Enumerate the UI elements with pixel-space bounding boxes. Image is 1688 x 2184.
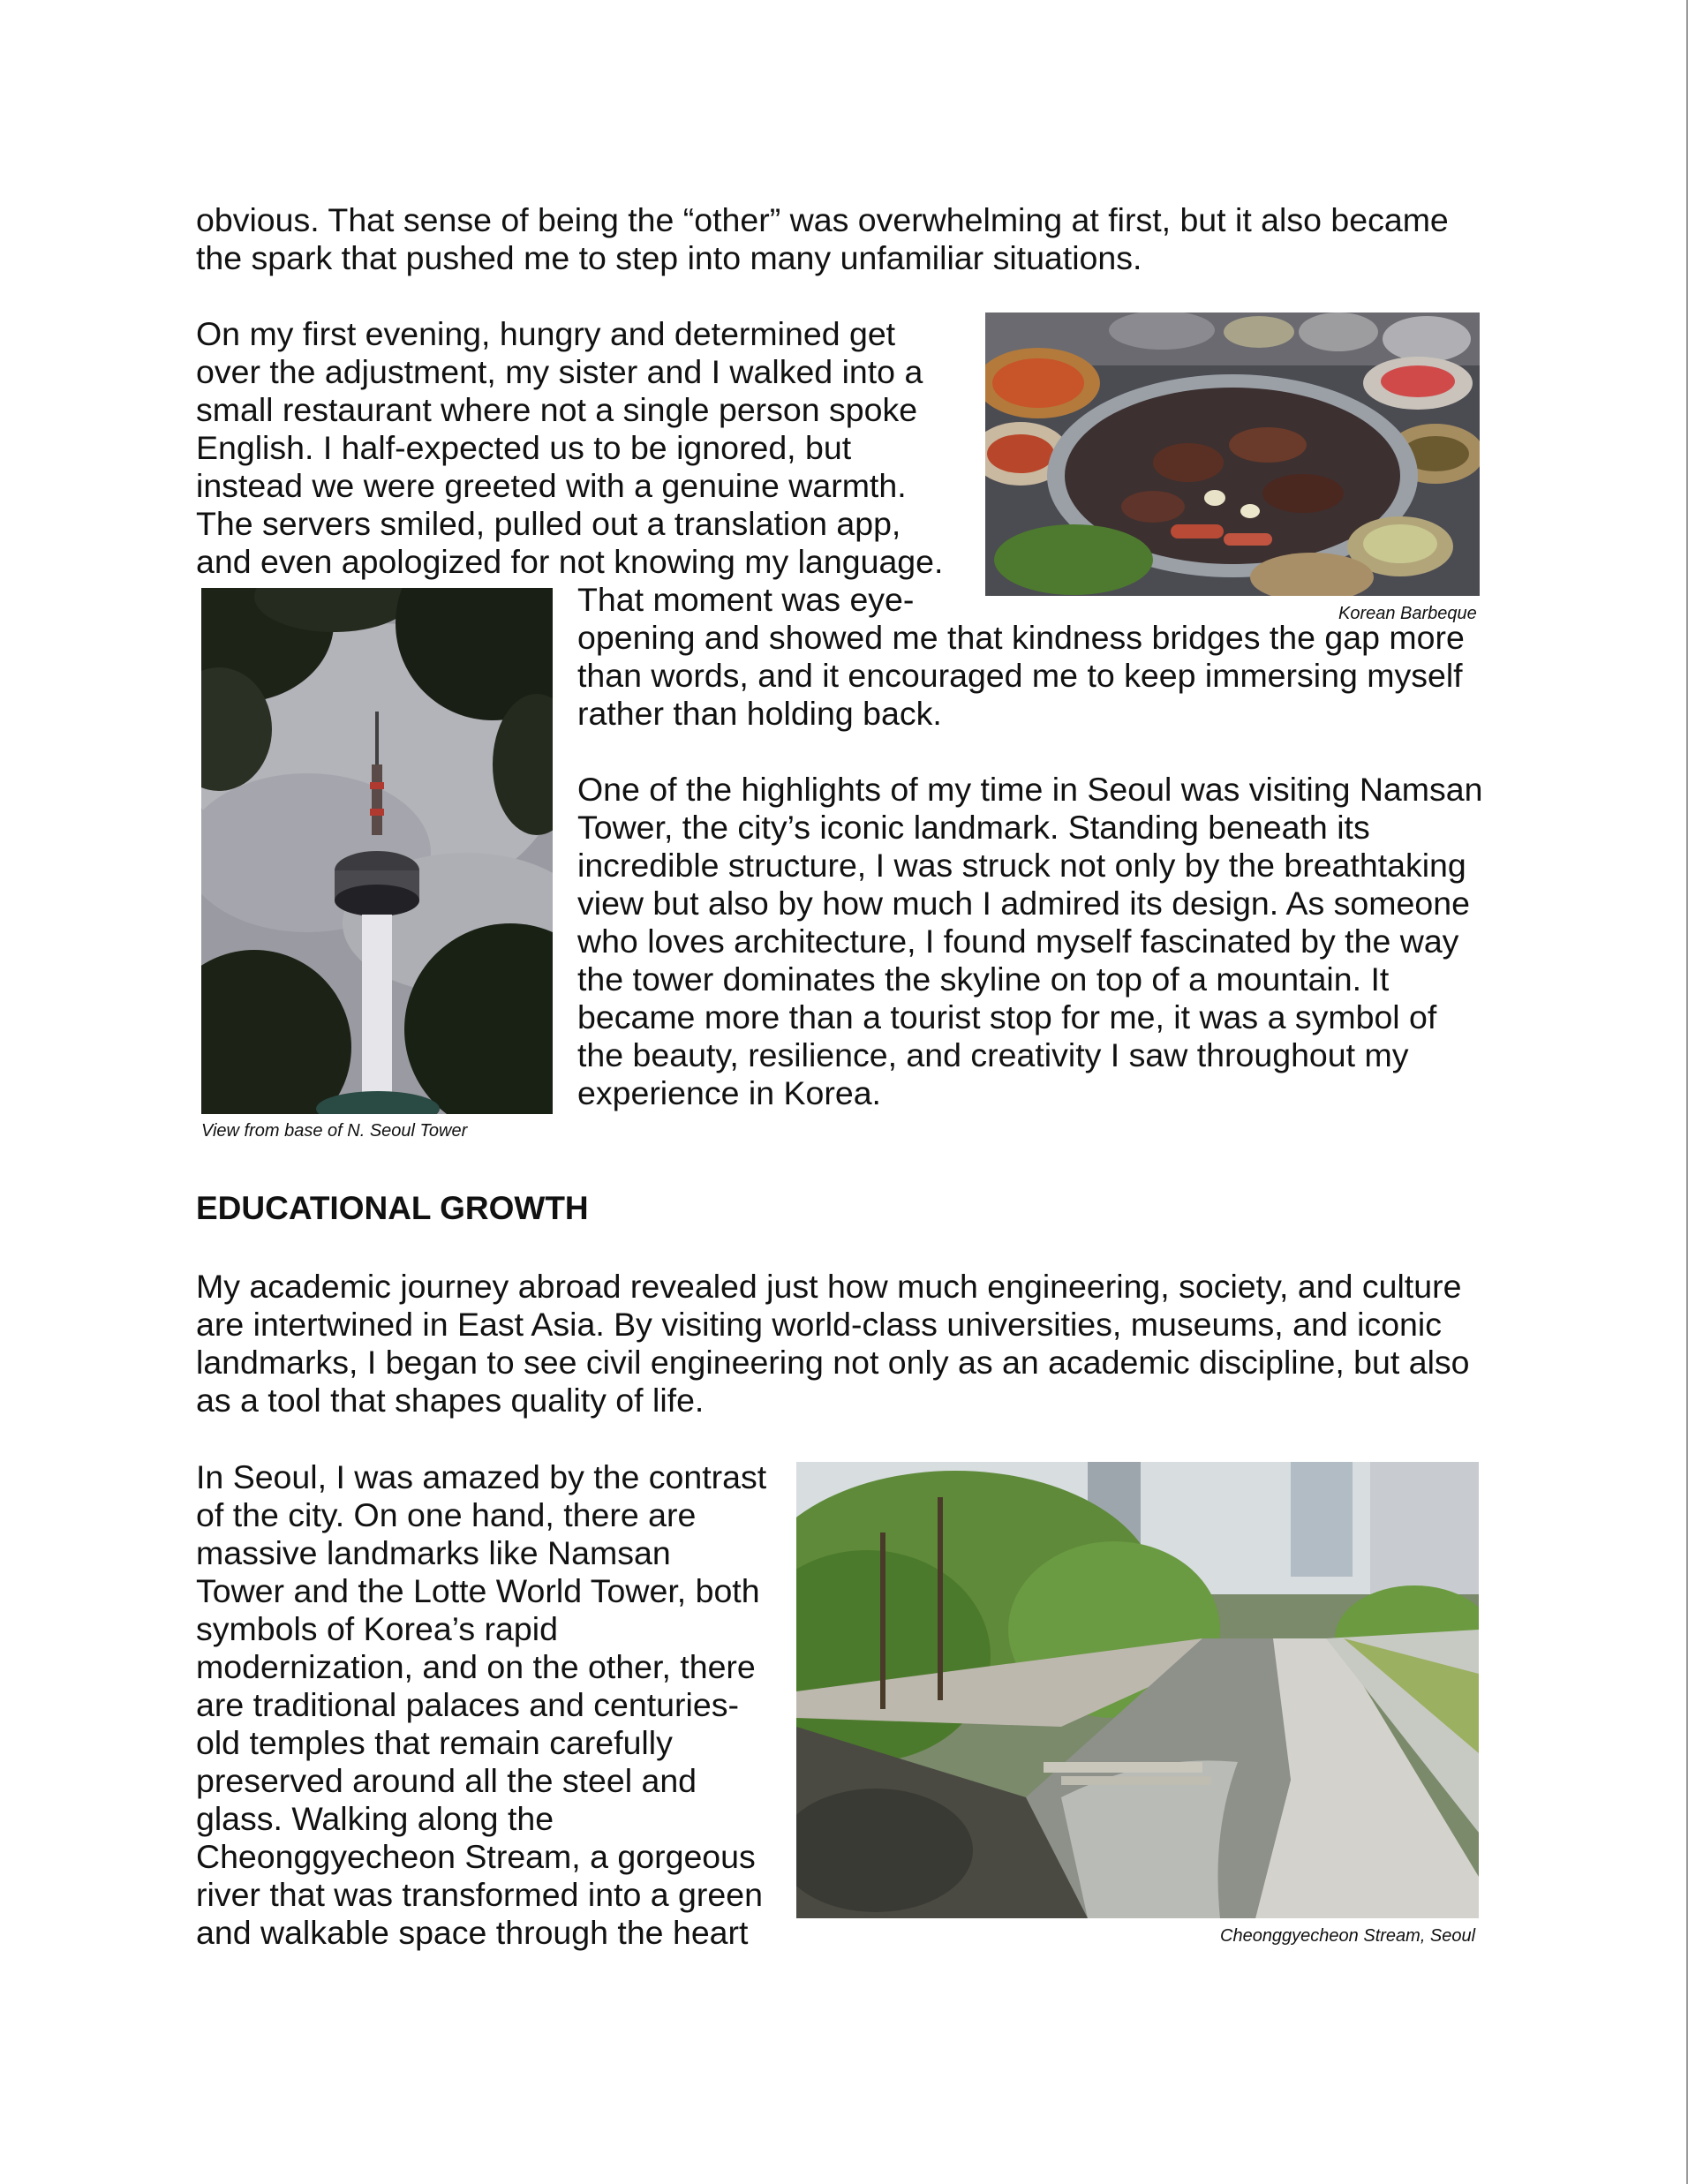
text-line: who loves architecture, I found myself fascinated by the way [577, 923, 1459, 960]
text-line: Tower, the city’s iconic landmark. Standing beneath its [577, 809, 1370, 846]
text-line: One of the highlights of my time in Seoul was visiting Namsan [577, 771, 1483, 808]
text-line: became more than a tourist stop for me, it was a symbol of [577, 998, 1437, 1036]
text-line: old temples that remain carefully [196, 1724, 673, 1761]
intro-line-1: obvious. That sense of being the “other” was overwhelming at first, but it also became [196, 201, 1449, 238]
text-line: and even apologized for not knowing my language. [196, 543, 944, 580]
korean-bbq-image [985, 313, 1480, 596]
text-line: English. I half-expected us to be ignored, but [196, 429, 852, 466]
cheonggyecheon-photo [796, 1462, 1479, 1918]
text-line: symbols of Korea’s rapid [196, 1610, 558, 1647]
text-line: river that was transformed into a green [196, 1876, 763, 1913]
text-line: opening and showed me that kindness bridges the gap more [577, 619, 1465, 656]
text-line: In Seoul, I was amazed by the contrast [196, 1458, 767, 1495]
caption-stream: Cheonggyecheon Stream, Seoul [1220, 1926, 1476, 1946]
text-line: and walkable space through the heart [196, 1914, 749, 1951]
section-heading: EDUCATIONAL GROWTH [196, 1190, 589, 1226]
text-line: view but also by how much I admired its design. As someone [577, 885, 1470, 922]
text-line: the beauty, resilience, and creativity I saw throughout my [577, 1036, 1409, 1073]
text-line: landmarks, I began to see civil engineering not only as an academic discipline, but also [196, 1344, 1470, 1381]
text-line: of the city. On one hand, there are [196, 1496, 697, 1533]
text-line: modernization, and on the other, there [196, 1648, 756, 1685]
text-line: glass. Walking along the [196, 1800, 554, 1837]
text-line: My academic journey abroad revealed just how much engineering, society, and culture [196, 1268, 1462, 1305]
text-line: are traditional palaces and centuries- [196, 1686, 739, 1723]
cheonggyecheon-image [796, 1462, 1479, 1918]
text-line: are intertwined in East Asia. By visiting world-class universities, museums, and iconic [196, 1306, 1442, 1343]
korean-bbq-photo [985, 313, 1480, 596]
seoul-tower-image [201, 588, 553, 1114]
text-line: than words, and it encouraged me to keep immersing myself [577, 657, 1463, 694]
text-line: Cheonggyecheon Stream, a gorgeous [196, 1838, 756, 1875]
text-line: instead we were greeted with a genuine warmth. [196, 467, 907, 504]
text-line: experience in Korea. [577, 1074, 881, 1111]
intro-line-2: the spark that pushed me to step into many unfamiliar situations. [196, 239, 1142, 276]
text-line: On my first evening, hungry and determined get [196, 315, 896, 352]
text-line: That moment was eye- [577, 581, 915, 618]
text-line: Tower and the Lotte World Tower, both [196, 1572, 760, 1609]
seoul-tower-photo [201, 588, 553, 1114]
text-line: massive landmarks like Namsan [196, 1534, 671, 1571]
text-line: preserved around all the steel and [196, 1762, 697, 1799]
text-line: the tower dominates the skyline on top of a mountain. It [577, 960, 1390, 998]
text-line: small restaurant where not a single person spoke [196, 391, 918, 428]
text-line: over the adjustment, my sister and I walked into a [196, 353, 923, 390]
caption-tower: View from base of N. Seoul Tower [201, 1121, 468, 1141]
text-line: rather than holding back. [577, 695, 942, 732]
text-line: as a tool that shapes quality of life. [196, 1382, 705, 1419]
text-line: incredible structure, I was struck not only by the breathtaking [577, 847, 1466, 884]
text-line: The servers smiled, pulled out a translation app, [196, 505, 901, 542]
caption-bbq: Korean Barbeque [1338, 604, 1477, 623]
